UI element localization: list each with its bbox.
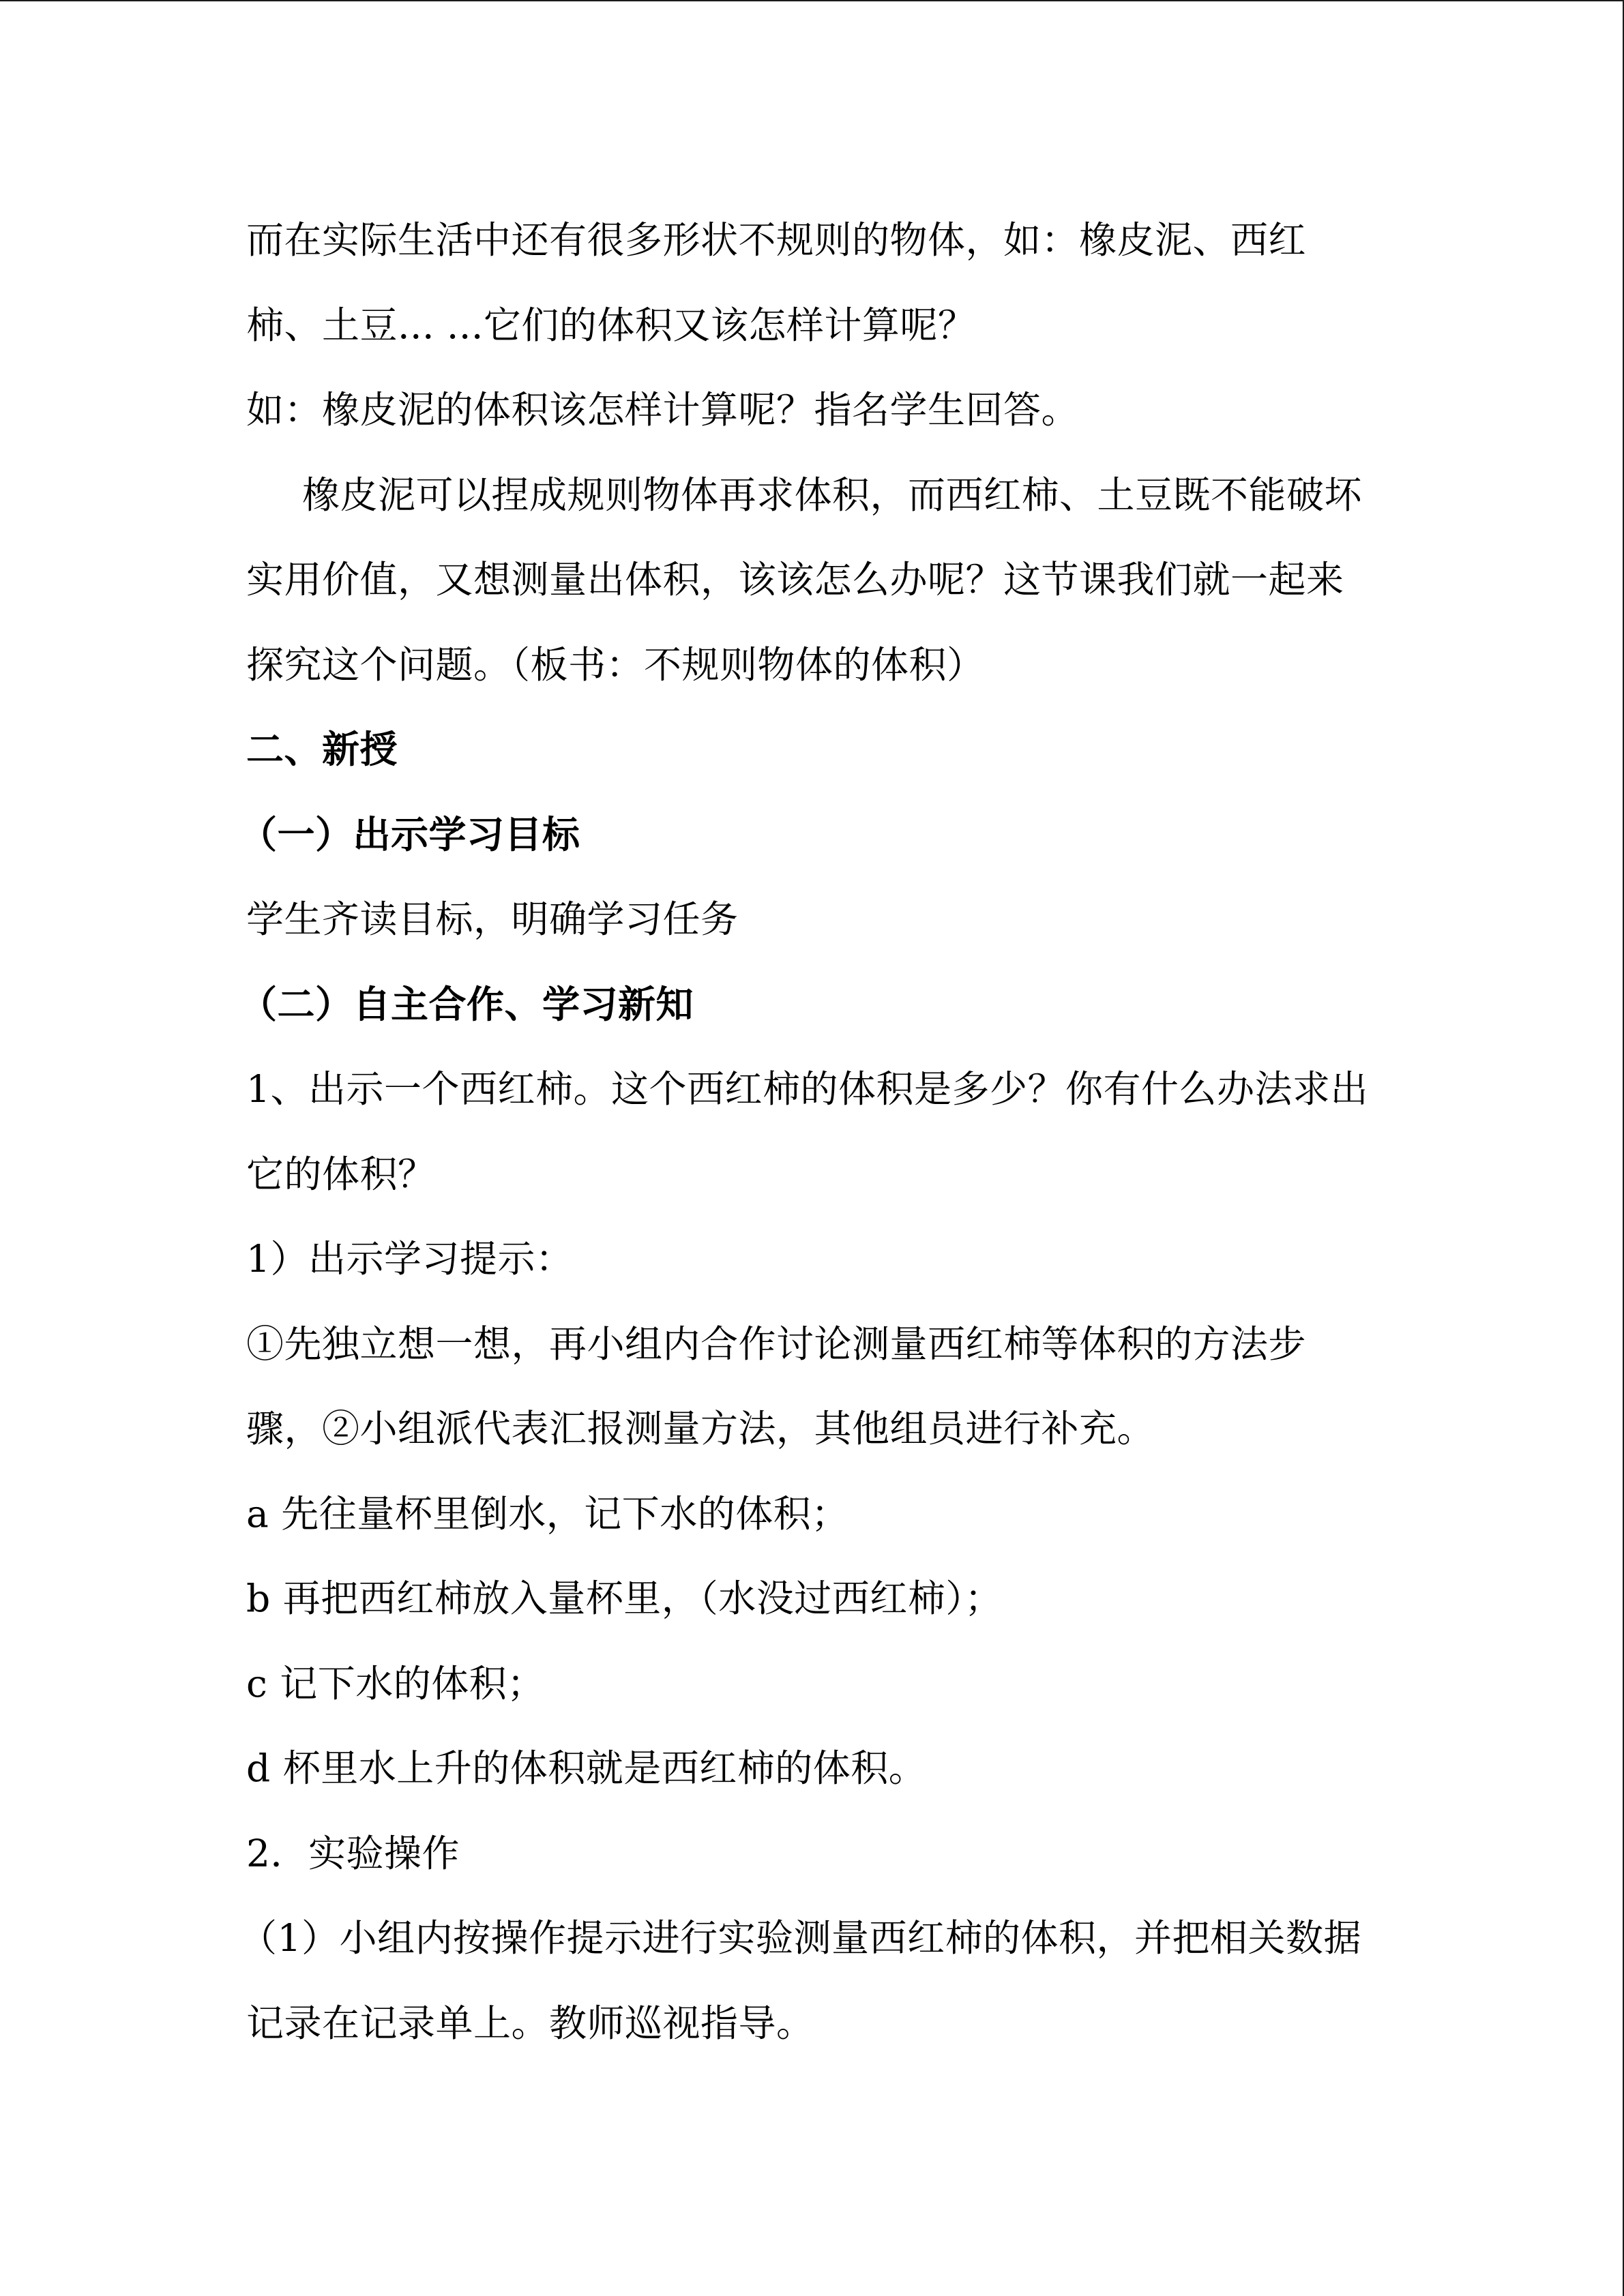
paragraph-line: 橡皮泥可以捏成规则物体再求体积，而西红柿、土豆既不能破坏 [302, 473, 1363, 517]
paragraph-line: 1）出示学习提示： [246, 1237, 574, 1281]
list-item: c 记下水的体积； [246, 1661, 545, 1705]
paragraph-line: 它的体积？ [246, 1152, 436, 1196]
list-item: a 先往量杯里倒水，记下水的体积； [246, 1491, 849, 1536]
paragraph-line: 学生齐读目标，明确学习任务 [246, 897, 739, 941]
subsection-heading: （一）出示学习目标 [239, 811, 580, 856]
paragraph-line: 2．实验操作 [246, 1831, 460, 1875]
list-item: d 杯里水上升的体积就是西红柿的体积。 [246, 1746, 927, 1790]
paragraph-line: 如：橡皮泥的体积该怎样计算呢？指名学生回答。 [246, 388, 1080, 432]
paragraph-line: （1）小组内按操作提示进行实验测量西红柿的体积，并把相关数据 [239, 1916, 1361, 1960]
document-body [239, 217, 1378, 2085]
paragraph-line: 骤，②小组派代表汇报测量方法，其他组员进行补充。 [246, 1407, 1155, 1450]
paragraph-line: 柿、土豆... ...它们的体积又该怎样计算呢？ [246, 303, 976, 347]
section-heading: 二、新授 [246, 727, 398, 771]
page-top-border [0, 0, 1624, 1]
subsection-heading: （二）自主合作、学习新知 [239, 981, 694, 1026]
list-item: b 再把西红柿放入量杯里，（水没过西红柿）； [246, 1577, 1003, 1620]
paragraph-line: 而在实际生活中还有很多形状不规则的物体，如：橡皮泥、西红 [246, 218, 1307, 262]
paragraph-line: 实用价值，又想测量出体积，该该怎么办呢？这节课我们就一起来 [246, 558, 1344, 601]
paragraph-line: 1、出示一个西红柿。这个西红柿的体积是多少？你有什么办法求出 [246, 1067, 1368, 1111]
paragraph-line: 探究这个问题。（板书：不规则物体的体积） [246, 642, 985, 687]
paragraph-line: ①先独立想一想，再小组内合作讨论测量西红柿等体积的方法步 [246, 1322, 1307, 1366]
paragraph-line: 记录在记录单上。教师巡视指导。 [246, 2001, 814, 2045]
